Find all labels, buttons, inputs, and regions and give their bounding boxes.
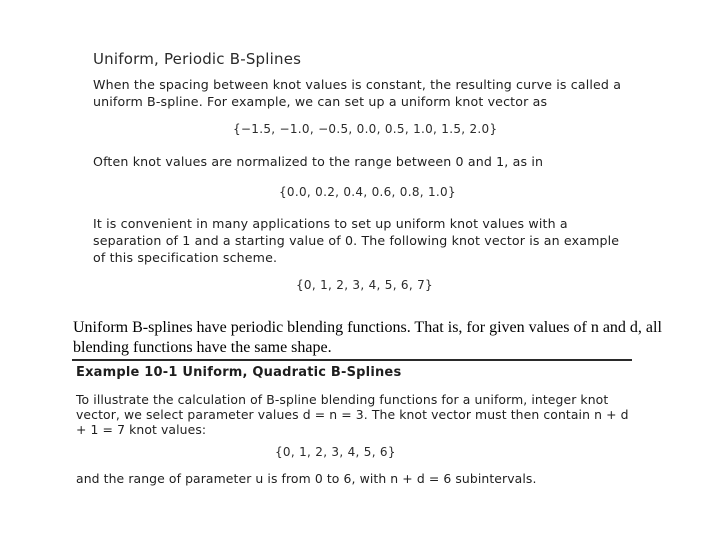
knot-vector-example-2: {0.0, 0.2, 0.4, 0.6, 0.8, 1.0} (279, 185, 456, 199)
example-knot-vector: {0, 1, 2, 3, 4, 5, 6} (275, 445, 396, 459)
knot-vector-example-3: {0, 1, 2, 3, 4, 5, 6, 7} (296, 278, 433, 292)
slide-caption: Uniform B-splines have periodic blending functions. That is, for given values of n and d, all blending functions have the same shape. (73, 319, 662, 356)
section-heading: Uniform, Periodic B-Splines (93, 50, 302, 68)
normalization-paragraph: Often knot values are normalized to the range between 0 and 1, as in (93, 154, 544, 169)
uniform-definition-paragraph: When the spacing between knot values is constant, the resulting curve is called a uniform B-spline. For example, we can set up a uniform knot vector as (93, 77, 622, 109)
example-range-paragraph: and the range of parameter u is from 0 to 6, with n + d = 6 subintervals. (76, 471, 537, 486)
example-divider (72, 359, 632, 361)
example-title: Example 10-1 Uniform, Quadratic B-Splines (76, 365, 402, 380)
example-paragraph: To illustrate the calculation of B-spline blending functions for a uniform, integer knot vector, we select parameter values d = n = 3. The knot vector must then contain n + d + 1 = 7 knot values: (76, 392, 629, 437)
knot-vector-example-1: {−1.5, −1.0, −0.5, 0.0, 0.5, 1.0, 1.5, 2.0} (233, 122, 498, 136)
separation-paragraph: It is convenient in many applications to set up uniform knot values with a separation of 1 and a starting value of 0. The following knot vector is an example of this specification scheme. (93, 216, 620, 265)
